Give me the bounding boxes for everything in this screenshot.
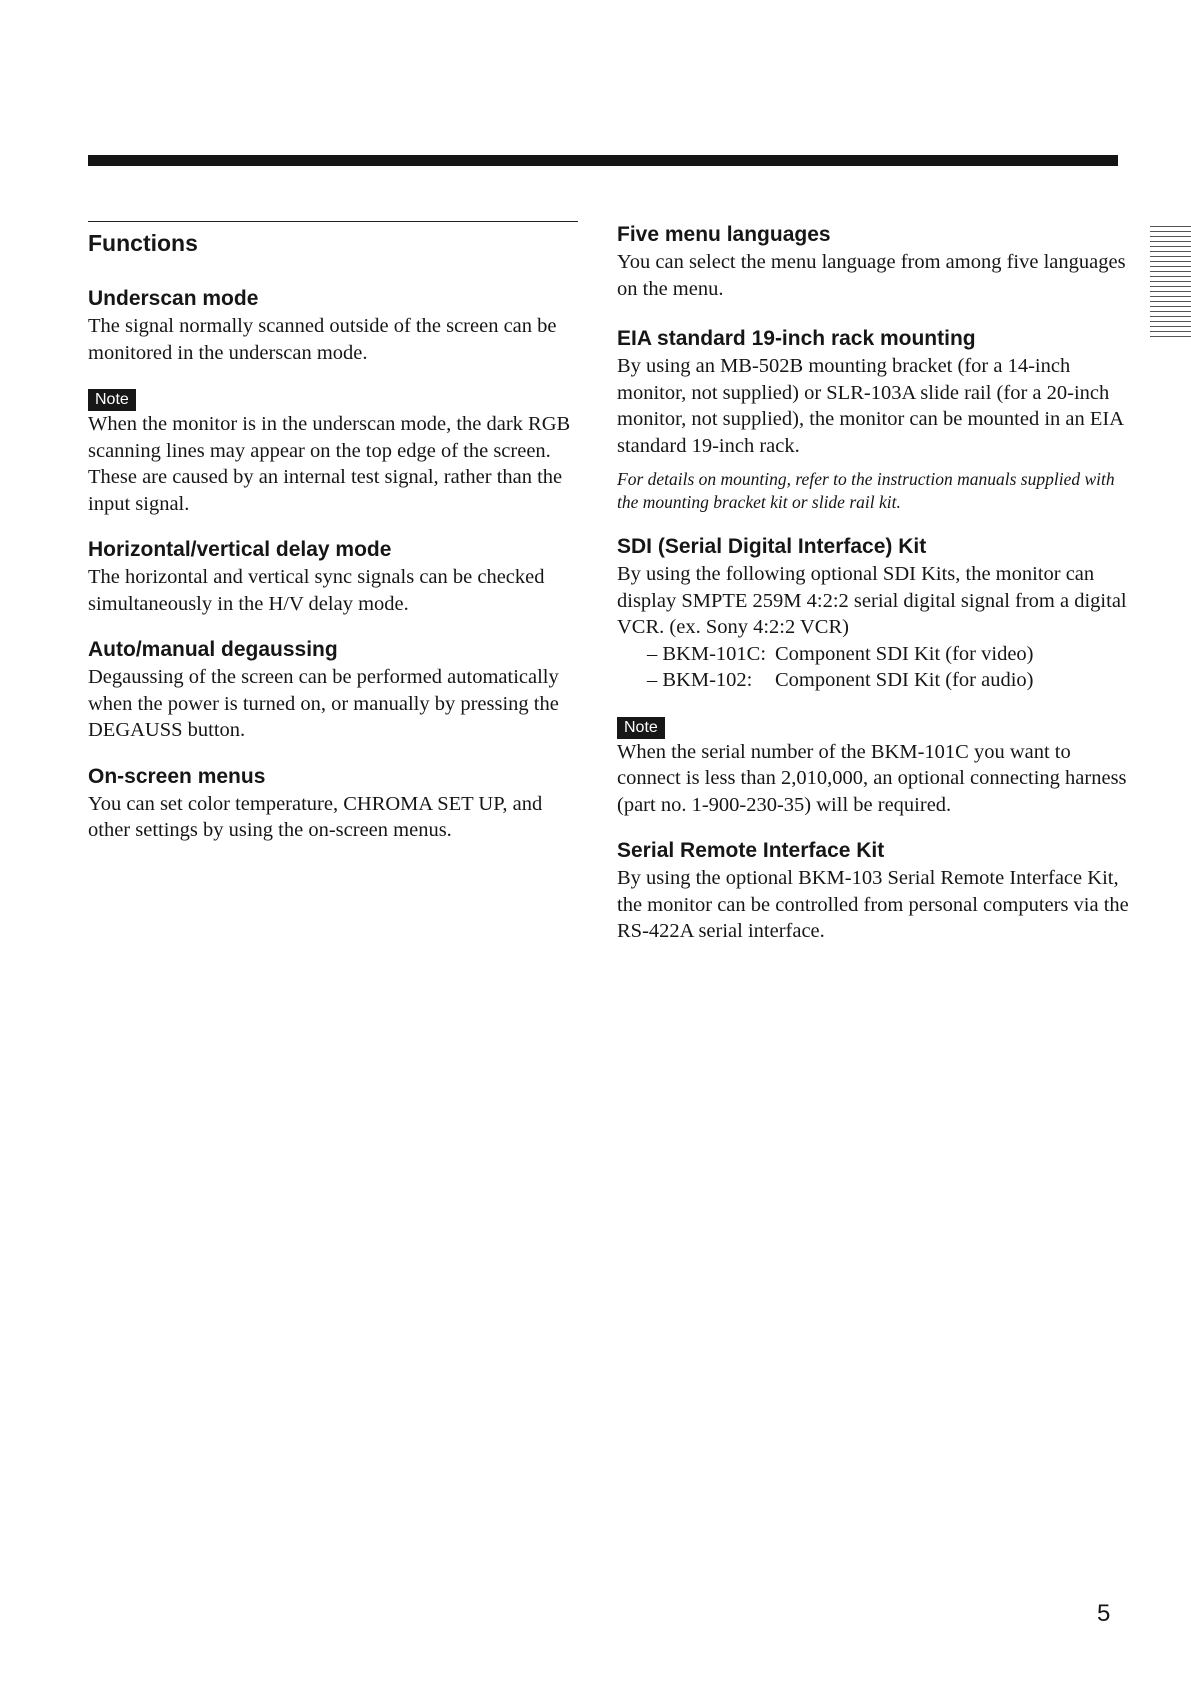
- languages-section: [617, 221, 1137, 302]
- underscan-heading: Underscan mode: [88, 287, 259, 310]
- onscreen-heading: On-screen menus: [88, 764, 266, 788]
- hv-delay-section: [88, 536, 578, 617]
- degauss-section: [88, 636, 578, 744]
- languages-heading: Five menu languages: [617, 223, 831, 246]
- note-2: [617, 717, 1137, 819]
- sdi-body: By using the following optional SDI Kits, the monitor can display SMPTE 259M 4:2:2 serial digital signal from a digital VCR. (ex. Sony 4:2:2 VCR): [617, 563, 1127, 638]
- right-column: [617, 221, 1137, 945]
- serial-section: [617, 837, 1137, 945]
- onscreen-section: [88, 763, 578, 844]
- list-item: [617, 641, 1137, 668]
- top-rule: [88, 155, 1118, 166]
- list-item: [617, 667, 1137, 694]
- note-badge: Note: [88, 389, 136, 411]
- underscan-body: The signal normally scanned outside of the screen can be monitored in the underscan mode.: [88, 315, 557, 364]
- rack-body: By using an MB-502B mounting bracket (for a 14-inch monitor, not supplied) or SLR-103A slide rail (for a 20-inch monitor, not supplied), the monitor can be mounted in an EIA standard 19-inch rack.: [617, 355, 1123, 457]
- serial-body: By using the optional BKM-103 Serial Remote Interface Kit, the monitor can be controlled from personal computers via the RS-422A serial interface.: [617, 867, 1129, 942]
- serial-heading: Serial Remote Interface Kit: [617, 839, 885, 862]
- sdi-kit-list: [617, 641, 1137, 694]
- rack-italic-note: For details on mounting, refer to the instruction manuals supplied with the mounting bracket kit or slide rail kit.: [617, 469, 1115, 512]
- rack-heading: EIA standard 19-inch rack mounting: [617, 327, 976, 350]
- kit-desc: Component SDI Kit (for audio): [775, 669, 1034, 691]
- left-column: [88, 221, 578, 844]
- onscreen-body: You can set color temperature, CHROMA SET UP, and other settings by using the on-screen menus.: [88, 792, 543, 841]
- sdi-section: [617, 533, 1137, 694]
- degauss-body: Degaussing of the screen can be performed automatically when the power is turned on, or manually by pressing the DEGAUSS button.: [88, 666, 559, 741]
- note-2-body: When the serial number of the BKM-101C you want to connect is less than 2,010,000, an optional connecting harness (part no. 1-900-230-35) will be required.: [617, 740, 1127, 816]
- note-1-body: When the monitor is in the underscan mode, the dark RGB scanning lines may appear on the top edge of the screen. These are caused by an internal test signal, rather than the input signal.: [88, 413, 571, 515]
- sdi-heading: SDI (Serial Digital Interface) Kit: [617, 535, 927, 558]
- section-title: Functions: [88, 221, 578, 257]
- page-number: 5: [1097, 1600, 1111, 1627]
- kit-model: – BKM-101C:: [647, 642, 767, 665]
- languages-body: You can select the menu language from among five languages on the menu.: [617, 251, 1126, 300]
- note-badge: Note: [617, 717, 665, 739]
- rack-section: [617, 325, 1137, 514]
- degauss-heading: Auto/manual degaussing: [88, 638, 338, 661]
- kit-desc: Component SDI Kit (for video): [775, 642, 1034, 665]
- hv-delay-heading: Horizontal/vertical delay mode: [88, 538, 392, 561]
- hv-delay-body: The horizontal and vertical sync signals can be checked simultaneously in the H/V delay mode.: [88, 566, 545, 615]
- kit-model: – BKM-102:: [647, 669, 753, 691]
- note-1: [88, 389, 578, 517]
- thumb-index-marks: [1150, 226, 1191, 340]
- underscan-section: [88, 285, 578, 366]
